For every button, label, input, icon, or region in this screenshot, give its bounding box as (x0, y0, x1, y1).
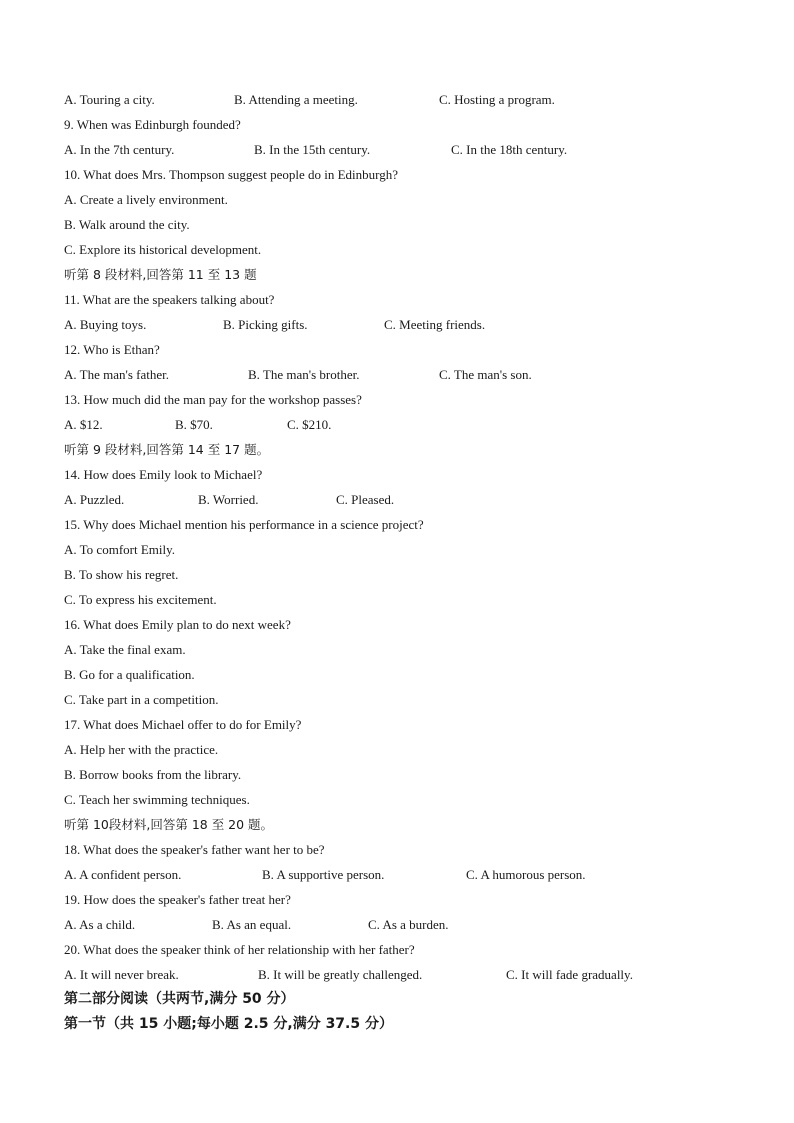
answer-option: A. Puzzled. (64, 492, 125, 507)
answer-option: A. Touring a city. (64, 92, 155, 107)
section-heading: 第二部分阅读（共两节,满分 50 分） (64, 991, 295, 1007)
answer-option: C. To express his excitement. (64, 592, 217, 607)
answer-option: B. As an equal. (212, 917, 292, 932)
question-text: 17. What does Michael offer to do for Emily? (64, 717, 302, 732)
answer-option: A. In the 7th century. (64, 142, 175, 157)
answer-option: A. It will never break. (64, 967, 179, 982)
answer-option: C. Explore its historical development. (64, 242, 262, 257)
section-instruction: 听第 9 段材料,回答第 14 至 17 题。 (64, 442, 270, 457)
section-instruction: 听第 8 段材料,回答第 11 至 13 题 (64, 267, 257, 282)
answer-option: C. A humorous person. (466, 867, 586, 882)
answer-option: C. Meeting friends. (384, 317, 486, 332)
question-text: 14. How does Emily look to Michael? (64, 467, 263, 482)
answer-option: A. To comfort Emily. (64, 542, 176, 557)
answer-option: B. Go for a qualification. (64, 667, 195, 682)
question-text: 12. Who is Ethan? (64, 342, 160, 357)
question-text: 20. What does the speaker think of her relationship with her father? (64, 942, 415, 957)
answer-option: C. Teach her swimming techniques. (64, 792, 250, 807)
answer-option: C. Pleased. (336, 492, 395, 507)
answer-option: A. A confident person. (64, 867, 182, 882)
answer-option: B. A supportive person. (262, 867, 385, 882)
question-text: 19. How does the speaker's father treat her? (64, 892, 291, 907)
answer-option: C. It will fade gradually. (506, 967, 633, 982)
answer-option: A. Help her with the practice. (64, 742, 219, 757)
answer-option: A. Buying toys. (64, 317, 147, 332)
answer-option: A. $12. (64, 417, 103, 432)
question-text: 9. When was Edinburgh founded? (64, 117, 241, 132)
answer-option: B. In the 15th century. (254, 142, 371, 157)
answer-option: B. Walk around the city. (64, 217, 190, 232)
answer-option: C. Hosting a program. (439, 92, 555, 107)
question-text: 13. How much did the man pay for the workshop passes? (64, 392, 362, 407)
answer-option: C. Take part in a competition. (64, 692, 219, 707)
question-text: 11. What are the speakers talking about? (64, 292, 275, 307)
answer-option: C. As a burden. (368, 917, 449, 932)
question-text: 10. What does Mrs. Thompson suggest people do in Edinburgh? (64, 167, 399, 182)
answer-option: B. It will be greatly challenged. (258, 967, 423, 982)
answer-option: A. Create a lively environment. (64, 192, 228, 207)
answer-option: B. To show his regret. (64, 567, 179, 582)
answer-option: B. Worried. (198, 492, 259, 507)
answer-option: B. Attending a meeting. (234, 92, 358, 107)
answer-option: A. As a child. (64, 917, 136, 932)
question-text: 15. Why does Michael mention his performance in a science project? (64, 517, 424, 532)
answer-option: B. The man's brother. (248, 367, 360, 382)
question-text: 16. What does Emily plan to do next week? (64, 617, 291, 632)
answer-option: B. $70. (175, 417, 213, 432)
answer-option: C. In the 18th century. (451, 142, 568, 157)
answer-option: A. Take the final exam. (64, 642, 186, 657)
answer-option: B. Picking gifts. (223, 317, 308, 332)
answer-option: B. Borrow books from the library. (64, 767, 242, 782)
answer-option: C. The man's son. (439, 367, 532, 382)
answer-option: A. The man's father. (64, 367, 169, 382)
section-heading: 第一节（共 15 小题;每小题 2.5 分,满分 37.5 分） (64, 1016, 393, 1032)
answer-option: C. $210. (287, 417, 332, 432)
section-instruction: 听第 10段材料,回答第 18 至 20 题。 (64, 817, 274, 832)
question-text: 18. What does the speaker's father want her to be? (64, 842, 325, 857)
